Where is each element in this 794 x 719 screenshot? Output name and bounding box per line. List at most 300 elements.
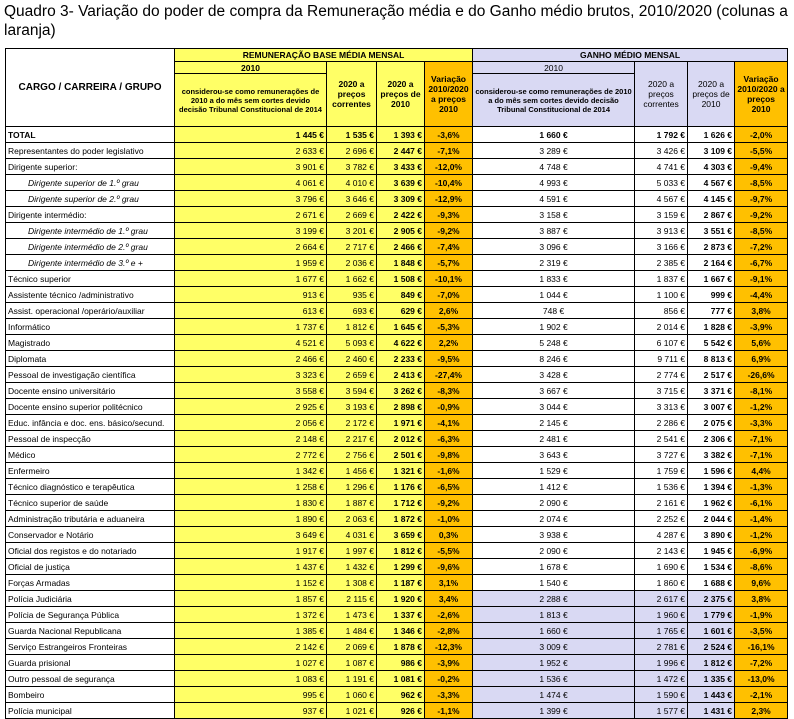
gan-2020-correntes-value: 3 159 € [635,207,688,223]
gan-2020-2010-value: 4 567 € [688,175,735,191]
gan-var-value: -7,1% [735,431,788,447]
gan-var-value: -1,3% [735,479,788,495]
rem-var-value: -6,5% [425,479,473,495]
rem-var-value: -2,6% [425,607,473,623]
table-row [6,207,788,223]
rem-var-value: -5,7% [425,255,473,271]
gan-var-value: -1,9% [735,607,788,623]
rem-2020-2010-value: 4 622 € [377,335,425,351]
rem-2010-value: 1 917 € [175,543,327,559]
gan-var-value: -7,2% [735,655,788,671]
gan-2010-value: 1 399 € [473,703,635,719]
gan-var-value: -2,0% [735,127,788,143]
row-label: Oficial de justiça [6,559,175,575]
gan-2020-correntes-value: 3 715 € [635,383,688,399]
gan-var-value: 4,4% [735,463,788,479]
gan-2020-2010-value: 1 945 € [688,543,735,559]
rem-2020-2010-value: 2 501 € [377,447,425,463]
row-label: Assistente técnico /administrativo [6,287,175,303]
rem-var-value: -6,3% [425,431,473,447]
gan-2020-2010-value: 3 007 € [688,399,735,415]
gan-2010-value: 1 660 € [473,127,635,143]
gan-var-value: -4,4% [735,287,788,303]
gan-2010-value: 748 € [473,303,635,319]
table-row [6,543,788,559]
gan-2020-correntes-value: 1 472 € [635,671,688,687]
rem-2010-value: 2 466 € [175,351,327,367]
gan-2020-2010-value: 5 542 € [688,335,735,351]
gan-var-value: -9,7% [735,191,788,207]
gan-2010-year: 2010 [473,62,635,74]
row-label: Dirigente intermédio de 2.º grau [6,239,175,255]
gan-2020-correntes-value: 2 143 € [635,543,688,559]
row-label: Guarda Nacional Republicana [6,623,175,639]
gan-2020-2010-value: 2 075 € [688,415,735,431]
gan-2010-value: 1 660 € [473,623,635,639]
row-label: Bombeiro [6,687,175,703]
gan-2010-value: 1 813 € [473,607,635,623]
gan-var-value: 5,6% [735,335,788,351]
rem-var-value: -5,3% [425,319,473,335]
table-row [6,671,788,687]
gan-2020-correntes-value: 4 287 € [635,527,688,543]
rem-2020-2010-value: 926 € [377,703,425,719]
rem-2020-correntes-value: 693 € [327,303,377,319]
rem-var-value: 2,6% [425,303,473,319]
gan-2020-correntes-value: 4 741 € [635,159,688,175]
rem-2020-2010-value: 2 012 € [377,431,425,447]
rem-2020-correntes-value: 935 € [327,287,377,303]
rem-2010-value: 2 056 € [175,415,327,431]
gan-var-value: -8,5% [735,223,788,239]
gan-var-value: -5,5% [735,143,788,159]
gan-2020-correntes-value: 1 765 € [635,623,688,639]
rem-var-value: -5,5% [425,543,473,559]
row-label: Pessoal de inspecção [6,431,175,447]
gan-2010-value: 2 090 € [473,543,635,559]
rem-2010-value: 2 925 € [175,399,327,415]
row-label: Polícia de Segurança Pública [6,607,175,623]
rem-2020-2010-value: 2 413 € [377,367,425,383]
row-label: Diplomata [6,351,175,367]
row-label: Dirigente intermédio: [6,207,175,223]
rem-2010-value: 1 027 € [175,655,327,671]
rem-var-value: -0,9% [425,399,473,415]
gan-var-value: -1,4% [735,511,788,527]
gan-2010-value: 1 529 € [473,463,635,479]
gan-2010-value: 1 952 € [473,655,635,671]
gan-2020-2010-value: 1 688 € [688,575,735,591]
rem-2010-value: 2 142 € [175,639,327,655]
gan-2010-value: 3 643 € [473,447,635,463]
rem-2010-value: 2 772 € [175,447,327,463]
gan-2020-correntes-value: 4 567 € [635,191,688,207]
rem-var-value: -4,1% [425,415,473,431]
gan-2020-2010-value: 1 779 € [688,607,735,623]
rem-var-value: -12,3% [425,639,473,655]
table-row [6,431,788,447]
rem-2020-correntes-value: 2 063 € [327,511,377,527]
rem-2020-correntes-value: 2 756 € [327,447,377,463]
rem-var-value: -10,1% [425,271,473,287]
gan-2010-value: 1 536 € [473,671,635,687]
rem-2010-value: 1 830 € [175,495,327,511]
rem-2020-correntes-value: 2 717 € [327,239,377,255]
row-label: Guarda prisional [6,655,175,671]
rem-2010-value: 1 385 € [175,623,327,639]
row-label: Assist. operacional /operário/auxiliar [6,303,175,319]
gan-2020-2010-value: 1 601 € [688,623,735,639]
rem-2010-year: 2010 [175,62,327,74]
row-label: Dirigente intermédio de 1.º grau [6,223,175,239]
gan-2020-correntes-value: 2 014 € [635,319,688,335]
rem-2010-value: 1 857 € [175,591,327,607]
rem-2010-value: 2 148 € [175,431,327,447]
gan-2010-value: 4 993 € [473,175,635,191]
gan-2020-correntes-value: 2 385 € [635,255,688,271]
rem-2020-2010-value: 3 659 € [377,527,425,543]
rem-var-value: -9,2% [425,223,473,239]
gan-2020-2010-value: 3 382 € [688,447,735,463]
rem-2020-2010-value: 1 848 € [377,255,425,271]
rem-var-value: 0,3% [425,527,473,543]
table-row [6,527,788,543]
rem-var-value: -3,6% [425,127,473,143]
gan-2010-value: 8 246 € [473,351,635,367]
rem-2020-correntes-value: 1 535 € [327,127,377,143]
gan-var-value: 3,8% [735,591,788,607]
rem-2020-2010-value: 1 299 € [377,559,425,575]
gan-2020-correntes-value: 1 996 € [635,655,688,671]
table-row [6,703,788,719]
rem-2010-value: 4 521 € [175,335,327,351]
gan-2020-2010-value: 2 873 € [688,239,735,255]
gan-var-value: 3,8% [735,303,788,319]
gan-2010-value: 1 678 € [473,559,635,575]
gan-2020-2010-value: 1 431 € [688,703,735,719]
rem-2020-correntes-value: 2 069 € [327,639,377,655]
rem-var-value: -9,5% [425,351,473,367]
rem-2020-correntes-value: 1 087 € [327,655,377,671]
rem-2020-correntes-value: 5 093 € [327,335,377,351]
rem-2010-value: 1 083 € [175,671,327,687]
rem-2020-2010-value: 1 321 € [377,463,425,479]
gan-2020-correntes-value: 1 590 € [635,687,688,703]
rem-2010-value: 3 796 € [175,191,327,207]
rem-var-header: Variação 2010/2020 a preços 2010 [425,62,473,127]
rem-2020-2010-value: 962 € [377,687,425,703]
gan-2020-2010-value: 1 443 € [688,687,735,703]
gan-var-value: -8,1% [735,383,788,399]
gan-var-value: -13,0% [735,671,788,687]
table-row [6,399,788,415]
gan-2010-value: 1 044 € [473,287,635,303]
rem-2020-2010-value: 1 920 € [377,591,425,607]
gan-2010-value: 1 412 € [473,479,635,495]
rem-2010-value: 1 342 € [175,463,327,479]
table-row [6,287,788,303]
gan-2010-value: 5 248 € [473,335,635,351]
gan-2010-value: 2 288 € [473,591,635,607]
rem-2020-2010-value: 1 712 € [377,495,425,511]
gan-group-header: GANHO MÉDIO MENSAL [473,49,788,62]
table-row [6,479,788,495]
gan-2020-2010-value: 2 524 € [688,639,735,655]
row-label: Administração tributária e aduaneira [6,511,175,527]
gan-2020-2010-value: 2 375 € [688,591,735,607]
row-label: Docente ensino superior politécnico [6,399,175,415]
rem-2020-correntes-value: 1 308 € [327,575,377,591]
rem-2010-value: 1 890 € [175,511,327,527]
gan-2010-value: 3 096 € [473,239,635,255]
rem-var-value: -10,4% [425,175,473,191]
gan-2020-2010-header: 2020 a preços de 2010 [688,62,735,127]
rem-2020-2010-value: 1 081 € [377,671,425,687]
rem-2020-correntes-value: 1 812 € [327,319,377,335]
table-row [6,319,788,335]
table-row [6,271,788,287]
row-label: Oficial dos registos e do notariado [6,543,175,559]
gan-var-value: -6,7% [735,255,788,271]
gan-2020-2010-value: 1 534 € [688,559,735,575]
rem-2020-2010-value: 1 812 € [377,543,425,559]
rem-var-value: -9,8% [425,447,473,463]
gan-2020-2010-value: 1 626 € [688,127,735,143]
gan-2020-2010-value: 2 164 € [688,255,735,271]
row-label: Pessoal de investigação científica [6,367,175,383]
gan-var-value: 6,9% [735,351,788,367]
gan-2020-correntes-value: 3 166 € [635,239,688,255]
data-table [5,48,788,719]
row-label: Conservador e Notário [6,527,175,543]
rem-2020-correntes-value: 3 193 € [327,399,377,415]
rem-var-value: -2,8% [425,623,473,639]
table-row [6,655,788,671]
rem-2020-2010-value: 1 346 € [377,623,425,639]
row-label: Dirigente intermédio de 3.º e + [6,255,175,271]
gan-2020-2010-value: 3 371 € [688,383,735,399]
gan-var-value: 2,3% [735,703,788,719]
rem-2020-2010-value: 3 639 € [377,175,425,191]
gan-2020-correntes-value: 2 781 € [635,639,688,655]
rem-2010-value: 913 € [175,287,327,303]
gan-2020-correntes-value: 1 100 € [635,287,688,303]
gan-2020-2010-value: 1 335 € [688,671,735,687]
rem-2020-2010-header: 2020 a preços de 2010 [377,62,425,127]
rem-2010-value: 937 € [175,703,327,719]
gan-2010-value: 2 319 € [473,255,635,271]
gan-var-value: -1,2% [735,527,788,543]
rem-2020-correntes-value: 3 594 € [327,383,377,399]
rem-2020-2010-value: 1 645 € [377,319,425,335]
gan-2020-2010-value: 1 962 € [688,495,735,511]
gan-2020-correntes-value: 2 617 € [635,591,688,607]
rem-var-value: 3,1% [425,575,473,591]
cargo-header: CARGO / CARREIRA / GRUPO [6,49,175,127]
gan-2010-value: 1 902 € [473,319,635,335]
rem-2010-value: 1 437 € [175,559,327,575]
gan-2020-2010-value: 4 145 € [688,191,735,207]
rem-var-value: -7,4% [425,239,473,255]
rem-2010-value: 3 323 € [175,367,327,383]
page-title: Quadro 3- Variação do poder de compra da Remuneração média e do Ganho médio brutos, 2010/2020 (colunas a laranja) [4,3,788,39]
gan-2020-correntes-value: 1 792 € [635,127,688,143]
rem-2020-2010-value: 849 € [377,287,425,303]
gan-2020-correntes-value: 9 711 € [635,351,688,367]
rem-2020-2010-value: 3 309 € [377,191,425,207]
table-row [6,367,788,383]
total-row [6,127,788,143]
rem-var-value: -7,0% [425,287,473,303]
rem-var-value: -9,3% [425,207,473,223]
row-label: Técnico diagnóstico e terapêutica [6,479,175,495]
table-row [6,335,788,351]
gan-2020-correntes-value: 856 € [635,303,688,319]
table-row [6,303,788,319]
gan-var-value: 9,6% [735,575,788,591]
table-row [6,623,788,639]
rem-2020-2010-value: 1 971 € [377,415,425,431]
rem-2010-value: 1 959 € [175,255,327,271]
rem-2020-2010-value: 1 337 € [377,607,425,623]
rem-2010-value: 3 901 € [175,159,327,175]
gan-2010-value: 3 009 € [473,639,635,655]
gan-2020-correntes-value: 1 837 € [635,271,688,287]
gan-2020-2010-value: 4 303 € [688,159,735,175]
gan-2010-value: 2 481 € [473,431,635,447]
table-row [6,159,788,175]
gan-var-value: -1,2% [735,399,788,415]
table-header [6,49,788,127]
rem-2020-correntes-value: 4 031 € [327,527,377,543]
gan-var-value: -8,5% [735,175,788,191]
gan-2020-2010-value: 1 828 € [688,319,735,335]
table-row [6,351,788,367]
gan-var-value: -7,1% [735,447,788,463]
gan-2020-correntes-value: 3 727 € [635,447,688,463]
gan-2010-value: 4 748 € [473,159,635,175]
rem-2020-correntes-value: 1 432 € [327,559,377,575]
gan-2020-correntes-header: 2020 a preços correntes [635,62,688,127]
rem-2010-value: 2 671 € [175,207,327,223]
rem-2020-correntes-value: 3 201 € [327,223,377,239]
gan-2020-2010-value: 1 596 € [688,463,735,479]
rem-2010-value: 1 737 € [175,319,327,335]
gan-2010-value: 1 540 € [473,575,635,591]
gan-2020-correntes-value: 3 313 € [635,399,688,415]
gan-2010-note: considerou-se como remunerações de 2010 a do mês sem cortes devido decisão Tribunal Constitucional de 2014 [473,74,635,127]
row-label: TOTAL [6,127,175,143]
rem-2020-correntes-value: 1 887 € [327,495,377,511]
row-label: Polícia Judiciária [6,591,175,607]
rem-2020-correntes-value: 1 662 € [327,271,377,287]
rem-var-value: -12,0% [425,159,473,175]
table-row [6,223,788,239]
row-label: Docente ensino universitário [6,383,175,399]
rem-var-value: -1,0% [425,511,473,527]
table-body [6,127,788,719]
gan-2020-2010-value: 2 044 € [688,511,735,527]
gan-var-value: -9,1% [735,271,788,287]
rem-var-value: -7,1% [425,143,473,159]
rem-2010-value: 4 061 € [175,175,327,191]
table-row [6,607,788,623]
gan-2010-value: 2 145 € [473,415,635,431]
rem-2010-value: 1 372 € [175,607,327,623]
row-label: Técnico superior de saúde [6,495,175,511]
row-label: Informático [6,319,175,335]
gan-2010-value: 2 074 € [473,511,635,527]
row-label: Magistrado [6,335,175,351]
gan-2020-correntes-value: 6 107 € [635,335,688,351]
rem-2010-value: 2 633 € [175,143,327,159]
rem-2020-correntes-value: 1 060 € [327,687,377,703]
gan-2020-correntes-value: 2 161 € [635,495,688,511]
rem-var-value: 3,4% [425,591,473,607]
row-label: Dirigente superior de 1.º grau [6,175,175,191]
gan-2020-2010-value: 1 812 € [688,655,735,671]
rem-2020-2010-value: 2 466 € [377,239,425,255]
rem-2020-correntes-value: 2 172 € [327,415,377,431]
gan-var-value: -7,2% [735,239,788,255]
gan-2020-2010-value: 2 517 € [688,367,735,383]
row-label: Dirigente superior: [6,159,175,175]
rem-2020-2010-value: 2 447 € [377,143,425,159]
rem-2020-2010-value: 629 € [377,303,425,319]
rem-2010-value: 3 558 € [175,383,327,399]
gan-2010-value: 3 044 € [473,399,635,415]
rem-2020-2010-value: 1 878 € [377,639,425,655]
row-label: Técnico superior [6,271,175,287]
gan-2020-correntes-value: 2 541 € [635,431,688,447]
rem-2020-correntes-value: 2 460 € [327,351,377,367]
gan-2020-correntes-value: 3 426 € [635,143,688,159]
table-row [6,239,788,255]
table-row [6,415,788,431]
table-row [6,175,788,191]
table-row [6,575,788,591]
rem-var-value: 2,2% [425,335,473,351]
rem-2020-correntes-value: 3 782 € [327,159,377,175]
rem-2020-2010-value: 3 433 € [377,159,425,175]
rem-2020-correntes-value: 1 456 € [327,463,377,479]
gan-2020-correntes-value: 2 286 € [635,415,688,431]
gan-var-value: -6,9% [735,543,788,559]
rem-2020-2010-value: 986 € [377,655,425,671]
rem-2010-note: considerou-se como remunerações de 2010 a do mês sem cortes devido decisão Tribunal Constitucional de 2014 [175,74,327,127]
gan-2020-2010-value: 3 109 € [688,143,735,159]
gan-2020-correntes-value: 1 577 € [635,703,688,719]
rem-2020-2010-value: 1 176 € [377,479,425,495]
rem-2020-correntes-value: 2 696 € [327,143,377,159]
row-label: Outro pessoal de segurança [6,671,175,687]
gan-2010-value: 3 938 € [473,527,635,543]
gan-2020-2010-value: 8 813 € [688,351,735,367]
gan-2020-2010-value: 1 394 € [688,479,735,495]
gan-2020-2010-value: 999 € [688,287,735,303]
gan-2010-value: 3 887 € [473,223,635,239]
rem-2020-correntes-value: 1 021 € [327,703,377,719]
gan-2020-2010-value: 1 667 € [688,271,735,287]
gan-2010-value: 3 289 € [473,143,635,159]
rem-2020-correntes-value: 2 115 € [327,591,377,607]
gan-var-value: -3,9% [735,319,788,335]
table-row [6,255,788,271]
table-row [6,463,788,479]
table-row [6,591,788,607]
gan-2020-correntes-value: 3 913 € [635,223,688,239]
rem-2020-2010-value: 2 905 € [377,223,425,239]
